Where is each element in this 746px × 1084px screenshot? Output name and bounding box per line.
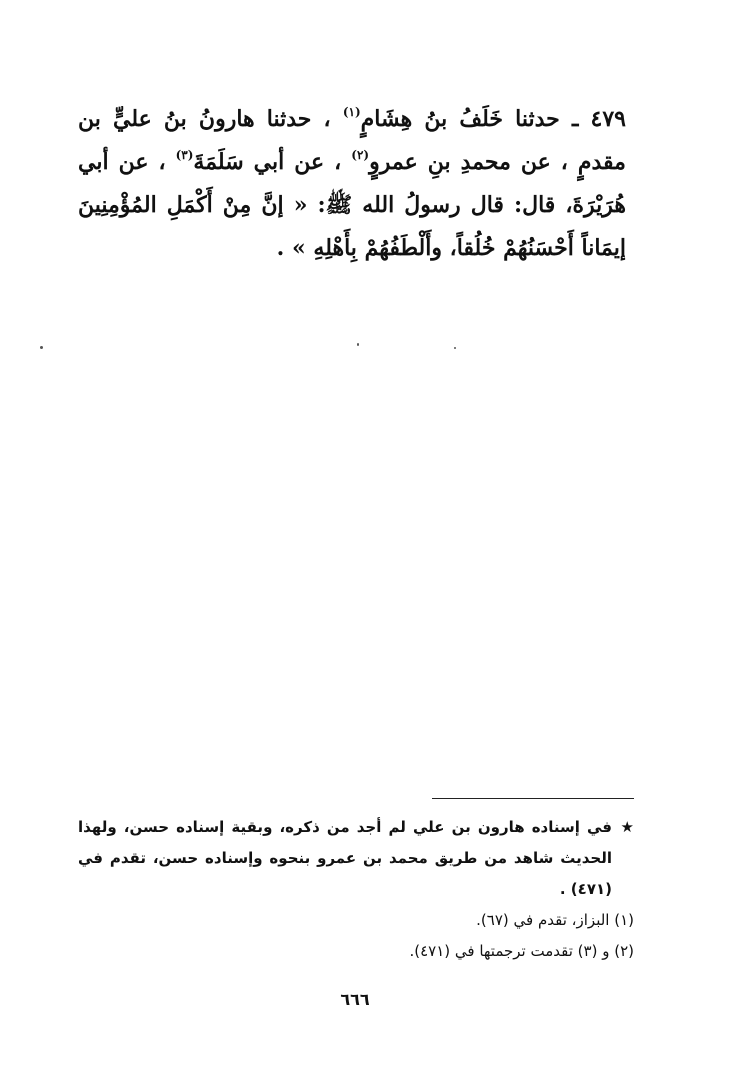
hadith-text-part-2: ، حدثنا هارونُ بنُ عليٍّ بن مقدمٍ ، عن محمدِ بنِ عمروٍ [78,106,626,175]
footnote-ref-2: (٢) [351,147,370,162]
scan-speck [40,346,43,349]
hadith-text-part-1: حدثنا خَلَفُ بنُ هِشَامٍ [360,106,560,132]
footnotes [78,812,634,967]
footnote-main [78,812,634,905]
scan-speck [454,347,456,349]
footnote-separator [432,798,634,799]
page-number: ٦٦٦ [340,990,370,1009]
hadith-text [78,98,626,270]
footnote-ref-3: (٣) [175,147,194,162]
scan-speck [357,343,359,346]
hadith-number: ٤٧٩ [590,106,626,132]
hadith-text-part-4: ، عن أبي هُرَيْرَةَ، قال: قال رسولُ الله ﷺ: « إنَّ مِنْ أَكْمَلِ المُؤْمِنِينَ إيمَاناً أَحْسَنُهُمْ خُلُقاً، وأَلْطَفُهُمْ بِأَهْلِهِ » . [78,149,626,261]
footnote-ref-1: (١) [342,104,361,119]
footnote-main-text: في إسناده هارون بن علي لم أجد من ذكره، وبقية إسناده حسن، ولهذا الحديث شاهد من طريق محمد بن عمرو بنحوه وإسناده حسن، تقدم في (٤٧١) . [78,818,612,898]
hadith-text-part-3: ، عن أبي سَلَمَةَ [193,149,342,175]
footnote-2: (٢) و (٣) تقدمت ترجمتها في (٤٧١). [409,942,634,960]
footnote-1: (١) البزاز، تقدم في (٦٧). [476,911,634,929]
hadith-dash: ـ [571,106,579,132]
star-icon: ★ [620,818,634,836]
